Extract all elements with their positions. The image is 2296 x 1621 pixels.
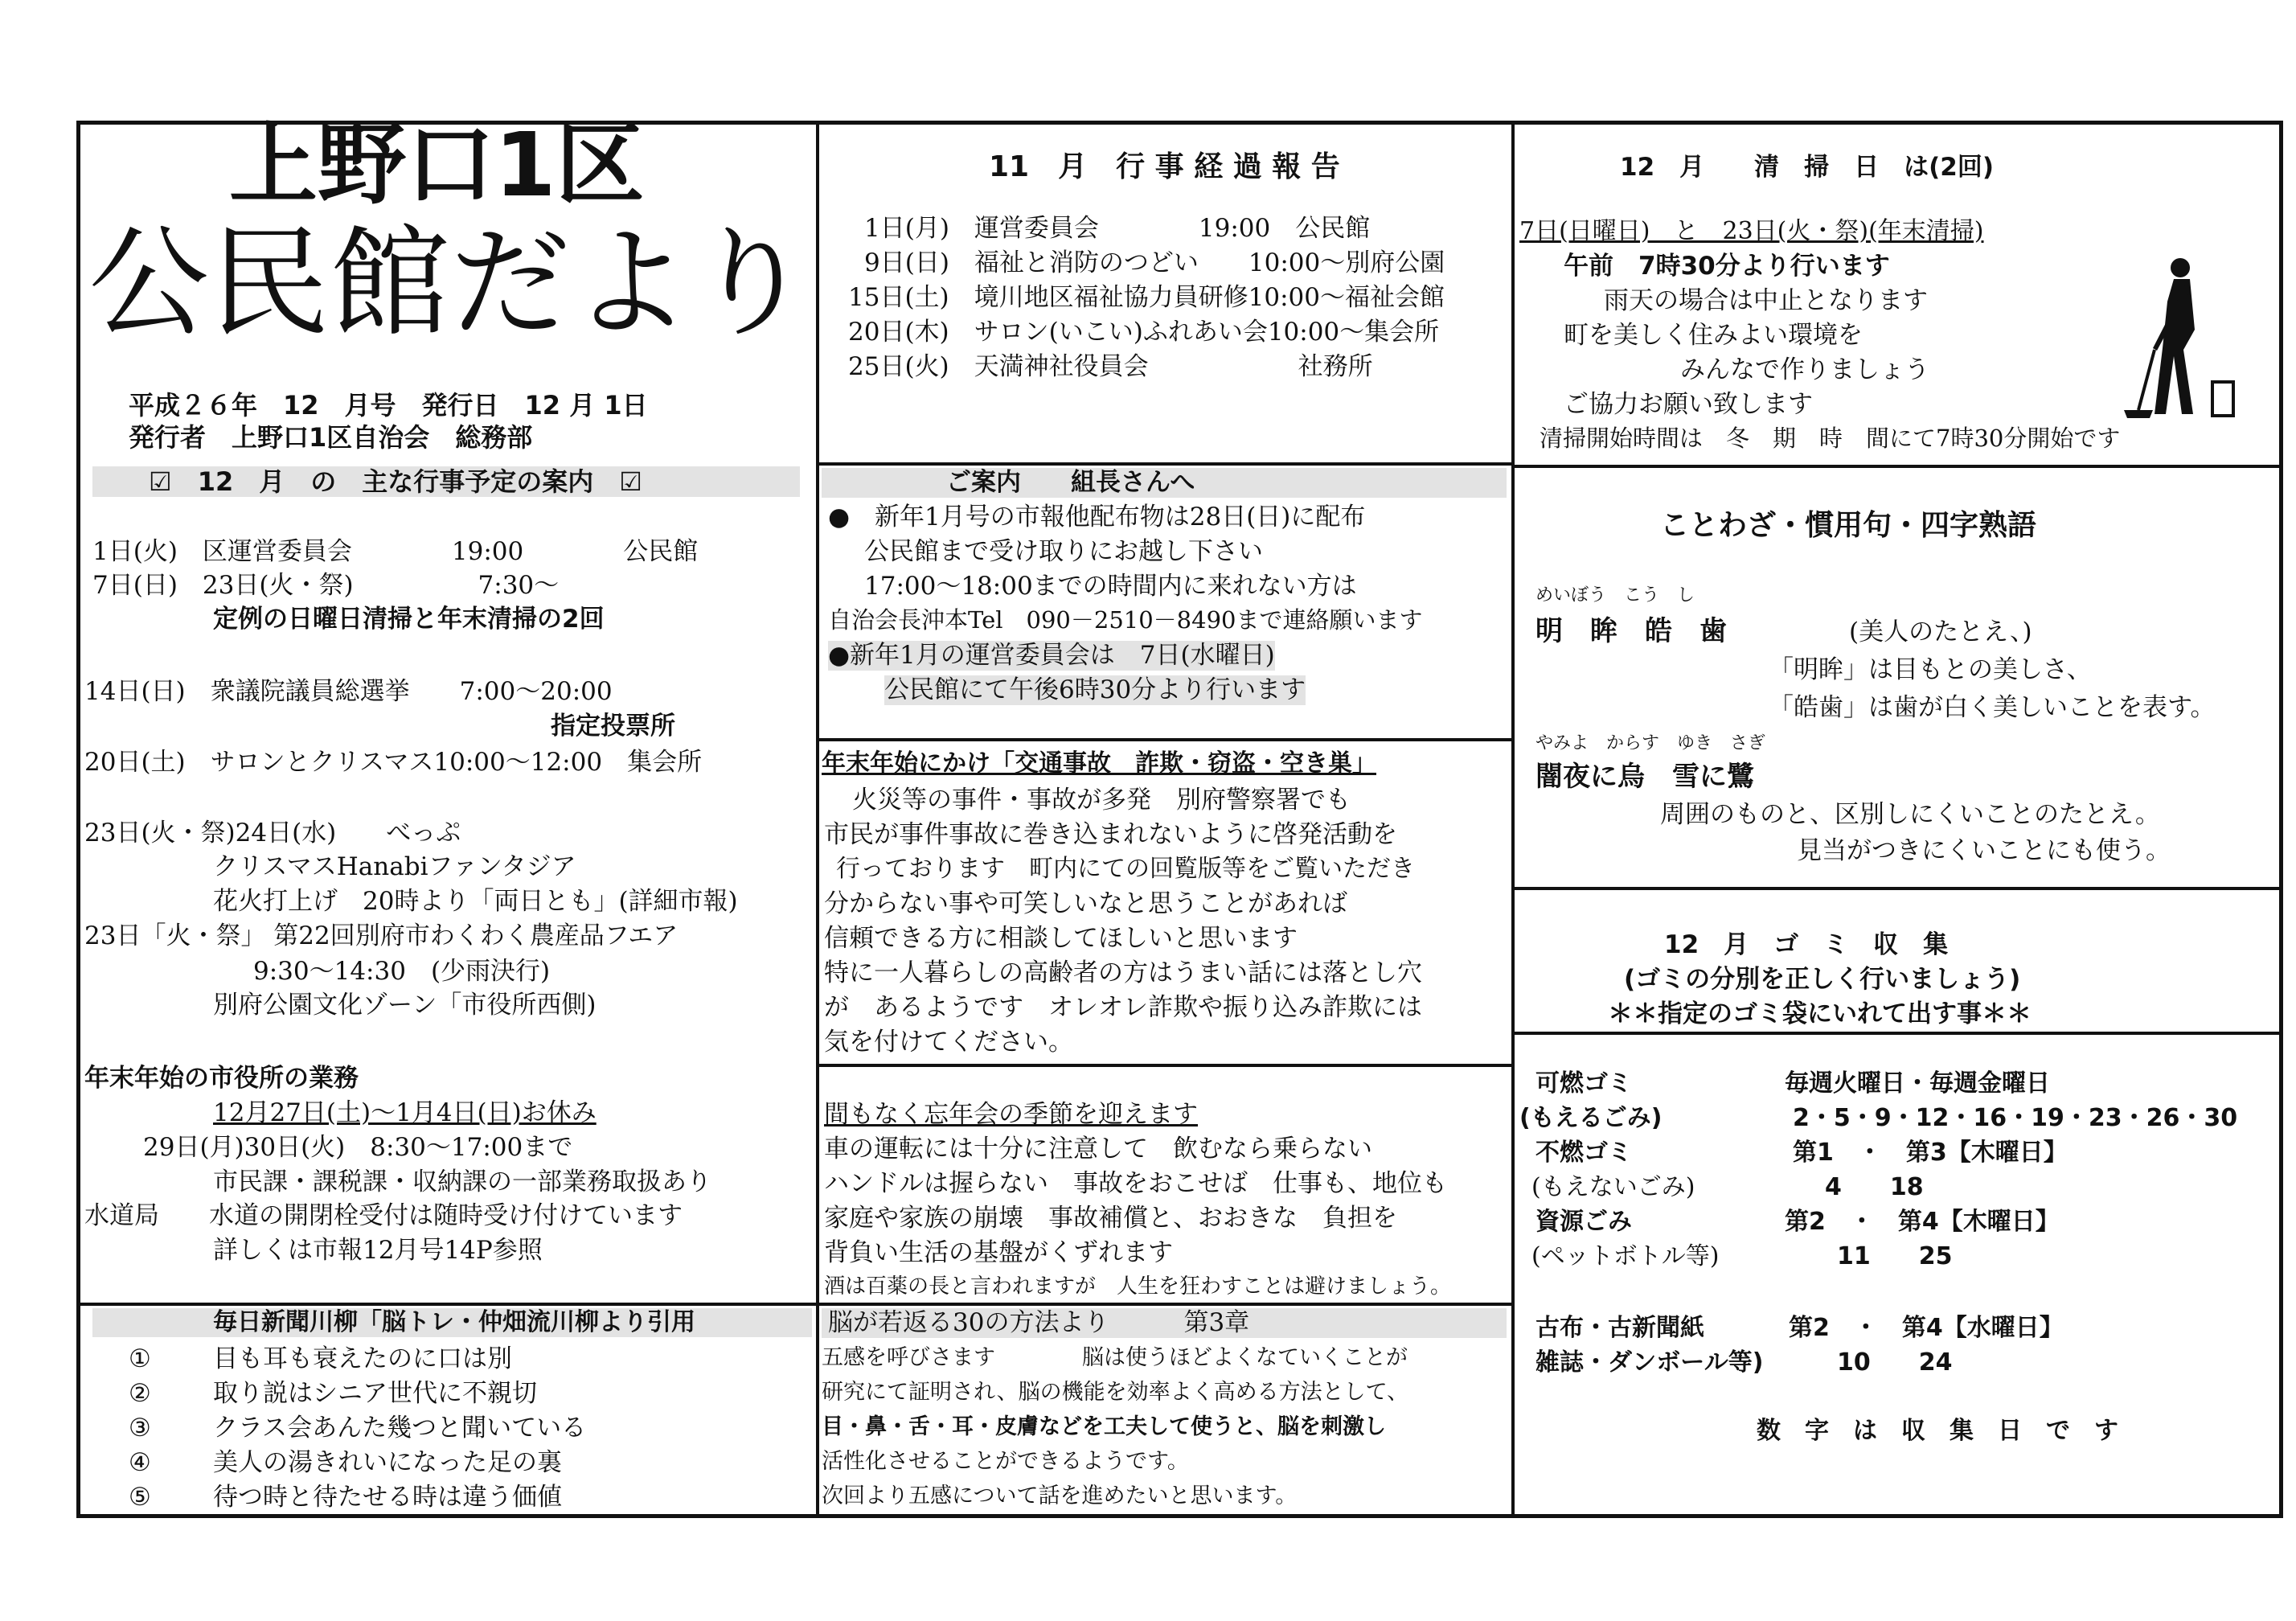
brain-heading: 脳が若返る30の方法より 第3章 [822,1308,1507,1338]
divider [76,1303,1511,1306]
garbage-subheading: (ゴミの分別を正しく行いましょう) [1624,965,2021,994]
garbage-value: 第1 ・ 第3【木曜日】 [1793,1139,2068,1167]
safety-line: 火災等の事件・事故が多発 別府警察署でも [852,786,1351,815]
garbage-value: 第2 ・ 第4【水曜日】 [1789,1314,2064,1342]
senryu-text: 美人の湯きれいになった足の裏 [213,1448,562,1477]
divider [1511,121,1515,1518]
safety-line: 特に一人暮らしの高齢者の方はうまい話には落とし穴 [824,958,1422,987]
garbage-value: 第2 ・ 第4【木曜日】 [1785,1208,2060,1236]
proverb-note: 「皓歯」は歯が白く美しいことを表す。 [1769,693,2216,722]
bonenkai-line: 家庭や家族の崩壊 事故補償と、おおきな 負担を [824,1204,1397,1233]
senryu-number: ① [129,1344,151,1373]
city-office-line: 市民課・課税課・収納課の一部業務取扱あり [213,1168,711,1196]
cleaning-line: 清掃開始時間は 冬 期 時 間にて7時30分開始です [1540,425,2121,452]
schedule-line: 23日「火・祭」 第22回別府市わくわく農産品フエア [84,921,679,950]
divider [816,462,1511,466]
brain-line: 五感を呼びさます 脳は使うほどよくなていくことが [822,1345,1408,1370]
bonenkai-line: 酒は百薬の長と言われますが 人生を狂わすことは避けましょう。 [824,1274,1452,1299]
notice-line: ● 新年1月号の市報他配布物は28日(日)に配布 [828,503,1366,531]
senryu-text: 目も耳も衰えたのに口は別 [213,1344,512,1373]
garbage-value: 4 18 [1825,1173,1924,1201]
garbage-label: (もえるごみ) [1519,1104,1663,1132]
schedule-line: クリスマスHanabiファンタジア [213,852,576,881]
november-line: 9日(日) 福祉と消防のつどい 10:00～別府公園 [864,248,1445,277]
city-office-line: 水道局 水道の開閉栓受付は随時受け付けています [84,1201,683,1230]
garbage-label: 雑誌・ダンボール等) [1535,1348,1764,1377]
safety-line: 市民が事件事故に巻き込まれないように啓発活動を [824,820,1397,849]
notice-line: 自治会長沖本Tel 090－2510－8490まで連絡願います [828,606,1423,634]
safety-line: 行っております 町内にての回覧版等をご覧いただき [836,855,1415,883]
city-office-line: 29日(月)30日(火) 8:30～17:00まで [143,1133,573,1162]
senryu-number: ④ [129,1448,151,1477]
safety-line: 気を付けてください。 [824,1028,1073,1057]
garbage-value: 11 25 [1837,1242,1953,1270]
schedule-line: 別府公園文化ゾーン「市役所西側) [213,991,597,1020]
proverb-note: 周囲のものと、区別しにくいことのたとえ。 [1660,800,2160,829]
safety-heading: 年末年始にかけ「交通事故 詐欺・窃盗・空き巣」 [822,749,1376,778]
senryu-number: ③ [129,1414,151,1442]
garbage-heading: 12 月 ゴ ミ 収 集 [1664,930,1949,959]
notice-line: 公民館にて午後6時30分より行います [884,675,1306,704]
issue-line: 平成２６年 12 月号 発行日 12 月 1日 [129,390,648,421]
proverb-word: 明 眸 皓 歯 [1535,615,1727,647]
garbage-value: 10 24 [1837,1348,1953,1377]
divider [816,738,1511,741]
garbage-label: (もえないごみ) [1531,1173,1695,1201]
schedule-heading: ☑ 12 月 の 主な行事予定の案内 ☑ [92,466,800,497]
garbage-footer: 数 字 は 収 集 日 で す [1757,1417,2118,1445]
divider [816,121,819,1518]
divider [816,1064,1511,1067]
senryu-text: 取り説はシニア世代に不親切 [213,1379,537,1408]
city-office-line: 詳しくは市報12月号14P参照 [213,1236,543,1265]
proverb-ruby: やみよ からす ゆき さぎ [1535,733,1766,753]
schedule-line: 花火打上げ 20時より「両日とも」(詳細市報) [213,887,738,916]
divider [1511,465,2283,468]
proverb-word: 闇夜に烏 雪に鷺 [1535,761,1754,793]
proverb-note: 見当がつきにくいことにも使う。 [1797,836,2171,865]
schedule-line: 定例の日曜日清掃と年末清掃の2回 [213,605,605,634]
november-line: 15日(土) 境川地区福祉協力員研修10:00～福祉会館 [848,283,1445,312]
senryu-number: ② [129,1379,151,1408]
sweeping-person-icon [2106,253,2243,430]
garbage-label: 古布・古新聞紙 [1535,1314,1704,1342]
cleaning-line: 午前 7時30分より行います [1564,252,1890,281]
safety-line: が あるようです オレオレ詐欺や振り込み詐欺には [824,993,1422,1022]
schedule-line: 指定投票所 [551,712,675,741]
safety-line: 分からない事や可笑しいなと思うことがあれば [824,889,1347,918]
schedule-line: 9:30～14:30 (少雨決行) [253,957,551,986]
cleaning-line: みんなで作りましょう [1680,355,1929,384]
garbage-value: 2・5・9・12・16・19・23・26・30 [1793,1104,2238,1132]
notice-line: 17:00～18:00までの時間内に来れない方は [864,572,1357,601]
publisher-line: 発行者 上野口1区自治会 総務部 [129,422,533,453]
schedule-line: 14日(日) 衆議院議員総選挙 7:00～20:00 [84,677,613,706]
senryu-text: クラス会あんた幾つと聞いている [213,1414,587,1442]
garbage-value: 毎週火曜日・毎週金曜日 [1785,1069,2050,1098]
senryu-number: ⑤ [129,1483,151,1512]
november-heading: 11 月 行 事 経 過 報 告 [989,150,1340,183]
schedule-line: 7日(日) 23日(火・祭) 7:30～ [92,571,560,600]
proverbs-heading: ことわざ・慣用句・四字熟語 [1660,509,2037,542]
proverb-note: 「明眸」は目もとの美しさ、 [1769,655,2092,684]
garbage-label: 資源ごみ [1535,1208,1632,1236]
november-line: 25日(火) 天満神社役員会 社務所 [848,352,1373,381]
city-office-heading: 年末年始の市役所の業務 [84,1064,359,1093]
november-line: 20日(木) サロン(いこい)ふれあい会10:00～集会所 [848,318,1440,347]
bonenkai-heading: 間もなく忘年会の季節を迎えます [824,1100,1198,1129]
garbage-label: 不燃ゴミ [1535,1139,1632,1167]
schedule-line: 1日(火) 区運営委員会 19:00 公民館 [92,537,699,566]
bonenkai-line: 車の運転には十分に注意して 飲むなら乗らない [824,1135,1372,1163]
masthead-line1: 上野口1区 [229,113,645,216]
cleaning-heading: 12 月 清 掃 日 は(2回) [1620,153,1995,182]
cleaning-dates: 7日(日曜日) と 23日(火・祭)(年末清掃) [1519,217,1984,245]
proverb-meaning: (美人のたとえ、) [1849,618,2032,646]
garbage-note: ＊＊指定のゴミ袋にいれて出す事＊＊ [1608,999,2032,1028]
cleaning-line: 町を美しく住みよい環境を [1564,321,1863,350]
garbage-label: 可燃ゴミ [1535,1069,1632,1098]
safety-line: 信頼できる方に相談してほしいと思います [824,924,1298,953]
bonenkai-line: ハンドルは握らない 事故をおこせば 仕事も、地位も [824,1169,1447,1198]
masthead-title: 公民館だより [88,214,813,354]
city-office-line: 12月27日(土)～1月4日(日)お休み [213,1098,597,1127]
senryu-heading: 毎日新聞川柳「脳トレ・仲畑流川柳より引用 [92,1308,812,1337]
brain-line: 目・鼻・舌・耳・皮膚などを工夫して使うと、脳を刺激し [822,1414,1386,1439]
brain-line: 研究にて証明され、脳の機能を効率よく高める方法として、 [822,1380,1409,1405]
november-line: 1日(月) 運営委員会 19:00 公民館 [864,214,1371,243]
notice-heading: ご案内 組長さんへ [822,468,1507,498]
notice-line: 公民館まで受け取りにお越し下さい [864,537,1263,566]
bonenkai-line: 背負い生活の基盤がくずれます [824,1238,1173,1267]
brain-line: 次回より五感について話を進めたいと思います。 [822,1484,1298,1508]
divider [1511,887,2283,890]
notice-line: ●新年1月の運営委員会は 7日(水曜日) [828,641,1275,670]
senryu-text: 待つ時と待たせる時は違う価値 [213,1483,562,1512]
schedule-line: 20日(土) サロンとクリスマス10:00～12:00 集会所 [84,748,703,777]
divider [1511,1032,2283,1035]
proverb-ruby: めいぼう こう し [1535,585,1695,605]
cleaning-line: 雨天の場合は中止となります [1604,286,1928,315]
cleaning-line: ご協力お願い致します [1564,390,1813,419]
brain-line: 活性化させることができるようです。 [822,1449,1189,1474]
garbage-label: (ペットボトル等) [1531,1242,1720,1270]
schedule-line: 23日(火・祭)24日(水) べっぷ [84,819,461,847]
